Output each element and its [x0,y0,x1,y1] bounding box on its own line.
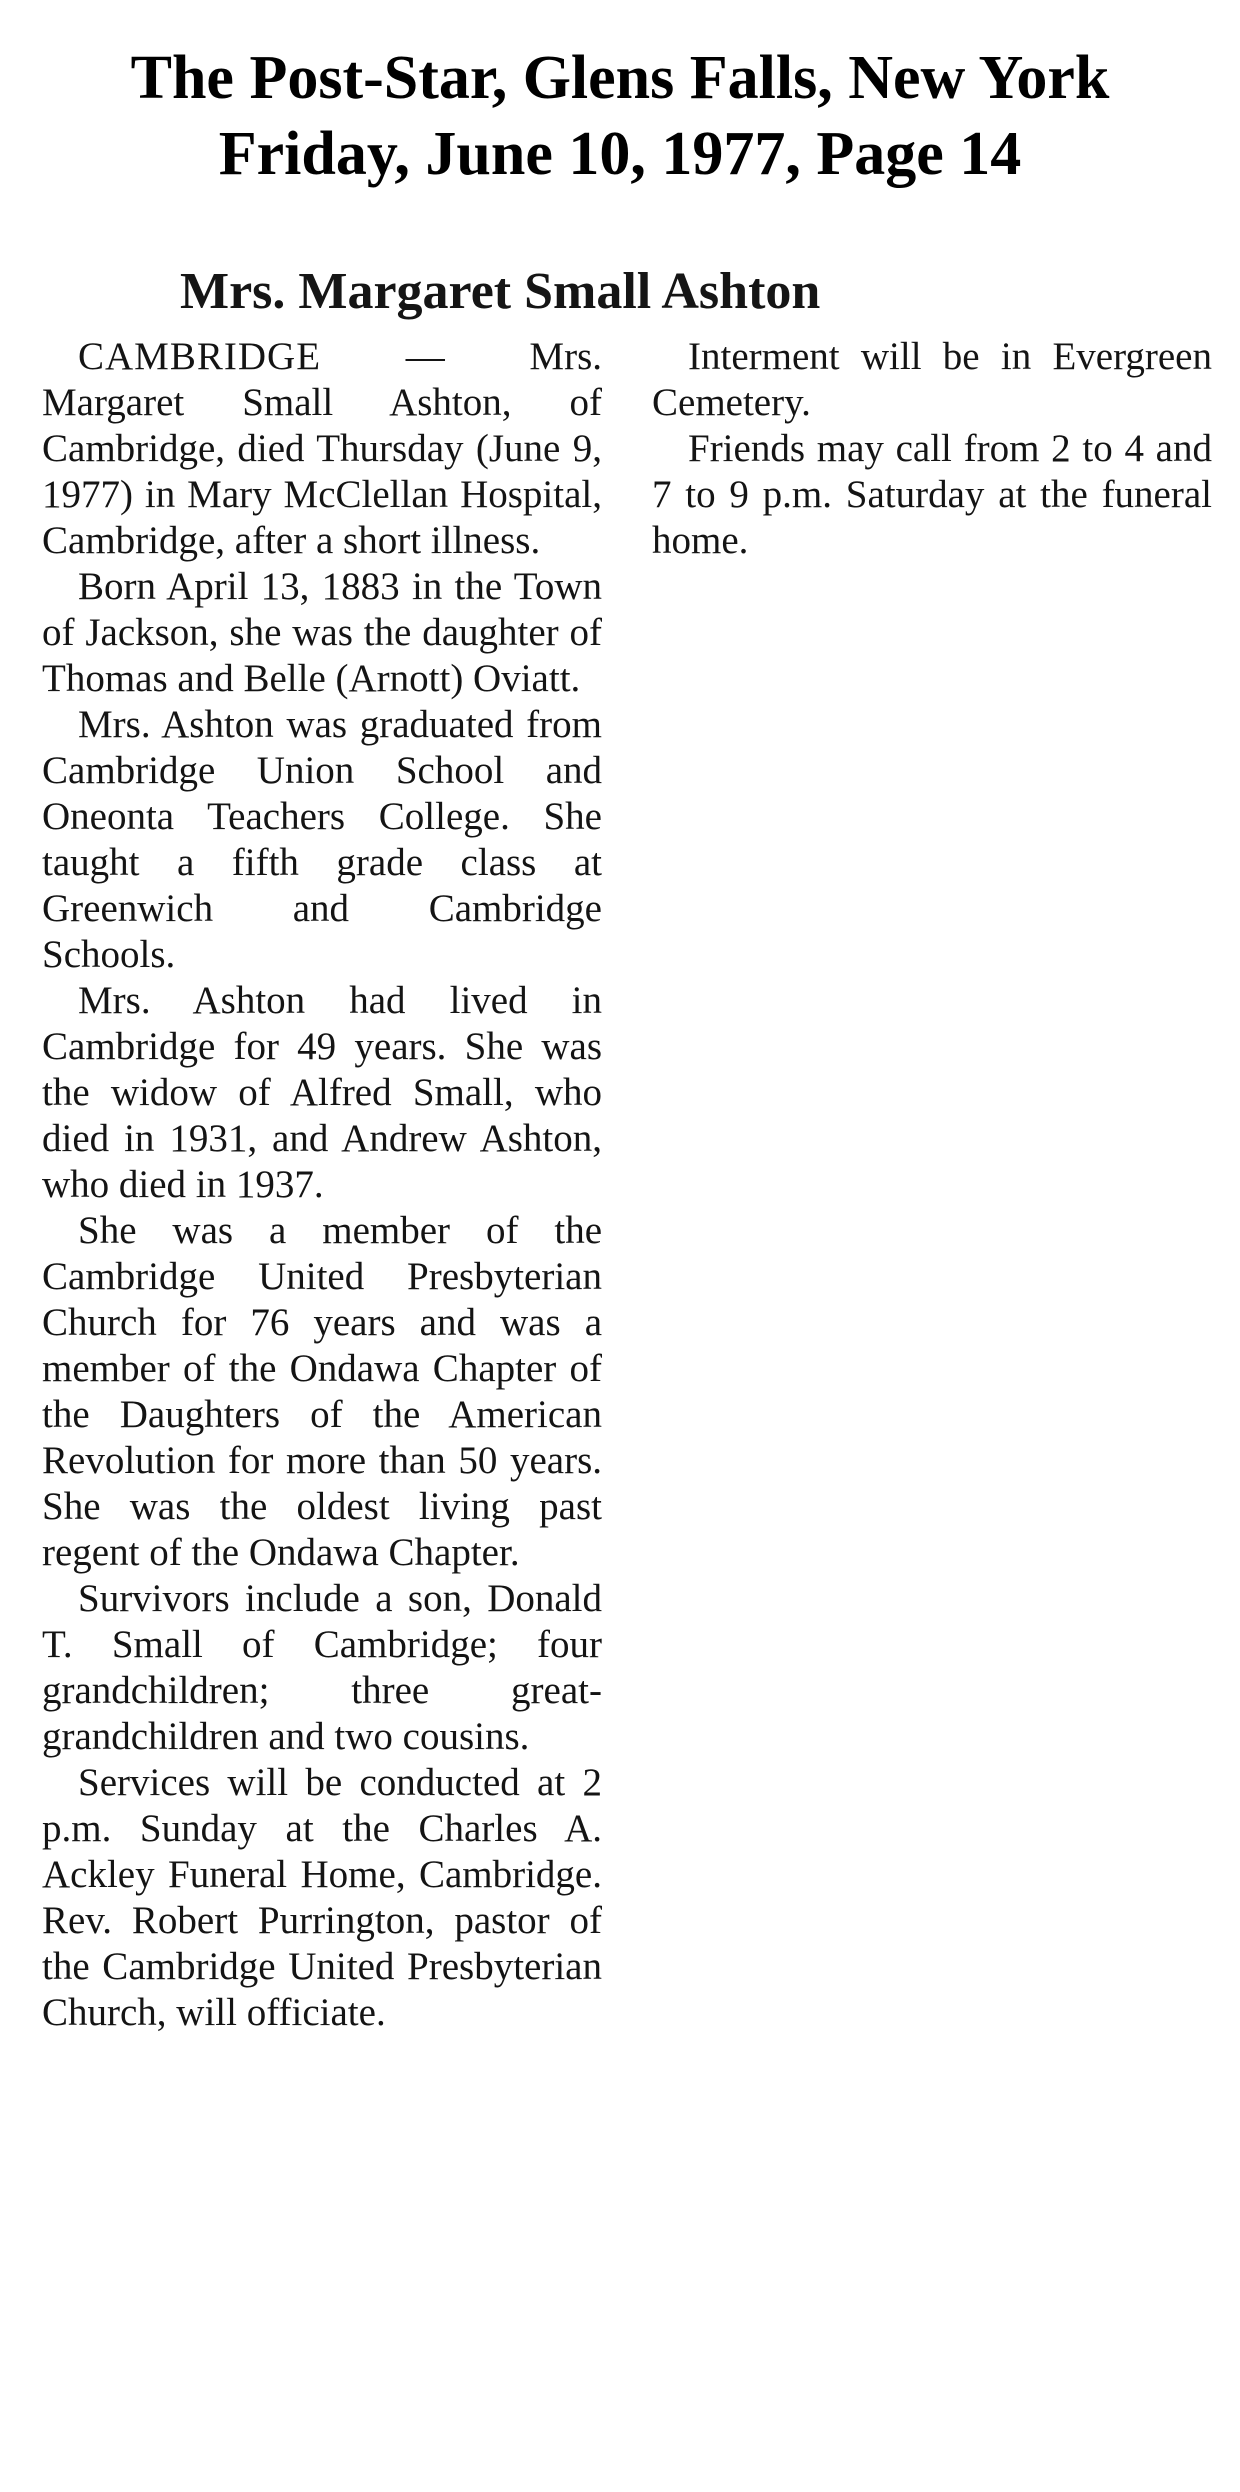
article-paragraph [42,334,602,564]
article-paragraph: Born April 13, 1883 in the Town of Jackson, she was the daughter of Thomas and Belle (Arnott) Oviatt. [42,565,602,700]
page-header [0,40,1240,192]
header-date-page: Friday, June 10, 1977, Page 14 [218,120,1022,188]
article-paragraph: Services will be conducted at 2 p.m. Sunday at the Charles A. Ackley Funeral Home, Cambridge. Rev. Robert Purrington, pastor of the Cambridge United Presbyterian Church, will officiate. [42,1761,602,2034]
obituary-title: Mrs. Margaret Small Ashton [180,263,821,320]
article-paragraph: Interment will be in Evergreen Cemetery. [652,335,1212,424]
article-paragraph: Mrs. Ashton was graduated from Cambridge Union School and Oneonta Teachers College. She taught a fifth grade class at Greenwich and Cambridge Schools. [42,703,602,976]
article-paragraph: Survivors include a son, Donald T. Small of Cambridge; four grandchildren; three great-grandchildren and two cousins. [42,1577,602,1758]
dateline: CAMBRIDGE — [78,335,446,378]
article-paragraph: Friends may call from 2 to 4 and 7 to 9 p.m. Saturday at the funeral home. [652,427,1212,562]
header-publication: The Post-Star, Glens Falls, New York [130,44,1110,112]
article-column-left [42,334,602,2036]
article-paragraph: She was a member of the Cambridge United Presbyterian Church for 76 years and was a member of the Ondawa Chapter of the Daughters of the American Revolution for more than 50 years. She was the oldest living past regent of the Ondawa Chapter. [42,1209,602,1574]
article-column-right [652,334,1212,564]
article-paragraph: Mrs. Ashton had lived in Cambridge for 49 years. She was the widow of Alfred Small, who died in 1931, and Andrew Ashton, who died in 1937. [42,979,602,1206]
paragraph-text: Mrs. Margaret Small Ashton, of Cambridge, died Thursday (June 9, 1977) in Mary McClellan Hospital, Cambridge, after a short illness. [42,335,602,562]
